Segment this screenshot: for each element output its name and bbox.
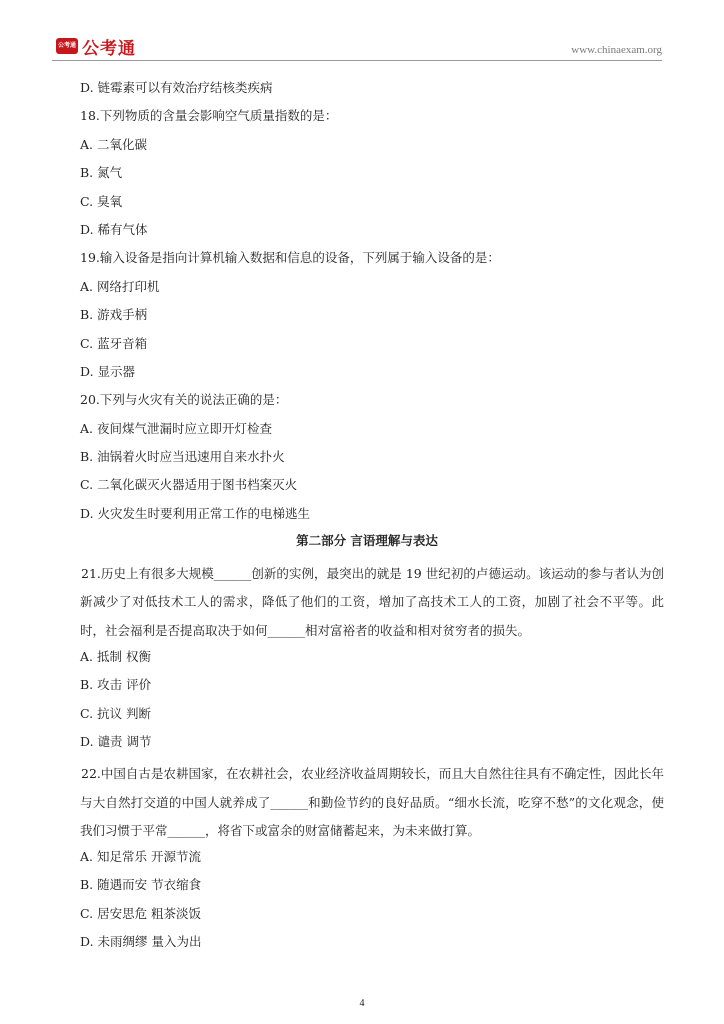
option-line: D. 链霉素可以有效治疗结核类疾病	[80, 80, 273, 95]
section-title: 第二部分 言语理解与表达	[296, 533, 438, 549]
question-19-stem: 19.输入设备是指向计算机输入数据和信息的设备，下列属于输入设备的是：	[80, 250, 500, 266]
option-line: B. 游戏手柄	[80, 307, 148, 323]
option-line: C. 蓝牙音箱	[80, 335, 148, 351]
brand-logo-mark: 公考通	[56, 38, 78, 54]
header-divider	[52, 60, 662, 61]
page-number: 4	[359, 998, 365, 1009]
option-line: D. 谴责 调节	[80, 734, 152, 750]
option-line: B. 随遇而安 节衣缩食	[80, 877, 202, 893]
option-line: A. 夜间煤气泄漏时应立即开灯检查	[80, 420, 272, 436]
option-line: B. 攻击 评价	[80, 677, 152, 693]
option-line: C. 二氧化碳灭火器适用于图书档案灭火	[80, 477, 298, 493]
option-line: C. 抗议 判断	[80, 705, 152, 721]
option-line: A. 抵制 权衡	[80, 648, 151, 664]
option-line: A. 知足常乐 开源节流	[80, 849, 201, 865]
option-line: C. 臭氧	[80, 193, 123, 209]
question-22-stem: 22.中国自古是农耕国家，在农耕社会，农业经济收益周期较长，而且大自然往往具有不确定性，因此长年与大自然打交道的中国人就养成了______和勤俭节约的良好品质。“细水长流，吃穿不愁”的文化观念，使我们习惯于平常______，将省下或富余的财富储蓄起来，为未来做打算。	[80, 766, 664, 838]
option-line: A. 网络打印机	[80, 278, 160, 294]
question-18-stem: 18.下列物质的含量会影响空气质量指数的是：	[80, 108, 338, 124]
option-line: B. 油锅着火时应当迅速用自来水扑火	[80, 449, 285, 465]
option-line: C. 居安思危 粗茶淡饭	[80, 905, 202, 921]
option-line: D. 火灾发生时要利用正常工作的电梯逃生	[80, 505, 311, 521]
document-body	[80, 78, 664, 961]
option-line: D. 显示器	[80, 363, 136, 379]
option-line: D. 未雨绸缪 量入为出	[80, 934, 202, 950]
option-line: D. 稀有气体	[80, 221, 148, 237]
brand-logo-text: 公考通	[82, 39, 136, 59]
question-20-stem: 20.下列与火灾有关的说法正确的是：	[80, 392, 288, 408]
page-header	[52, 34, 662, 60]
question-21-stem: 21.历史上有很多大规模______创新的实例，最突出的就是 19 世纪初的卢德运动。该运动的参与者认为创新减少了对低技术工人的需求，降低了他们的工资，增加了高技术工人的工资，加剧了社会不平等。此时，社会福利是否提高取决于如何______相对富裕者的收益和相对贫穷者的损失。	[80, 566, 664, 638]
option-line: B. 氮气	[80, 165, 123, 181]
option-line: A. 二氧化碳	[80, 136, 147, 152]
site-url[interactable]: www.chinaexam.org	[571, 44, 662, 56]
